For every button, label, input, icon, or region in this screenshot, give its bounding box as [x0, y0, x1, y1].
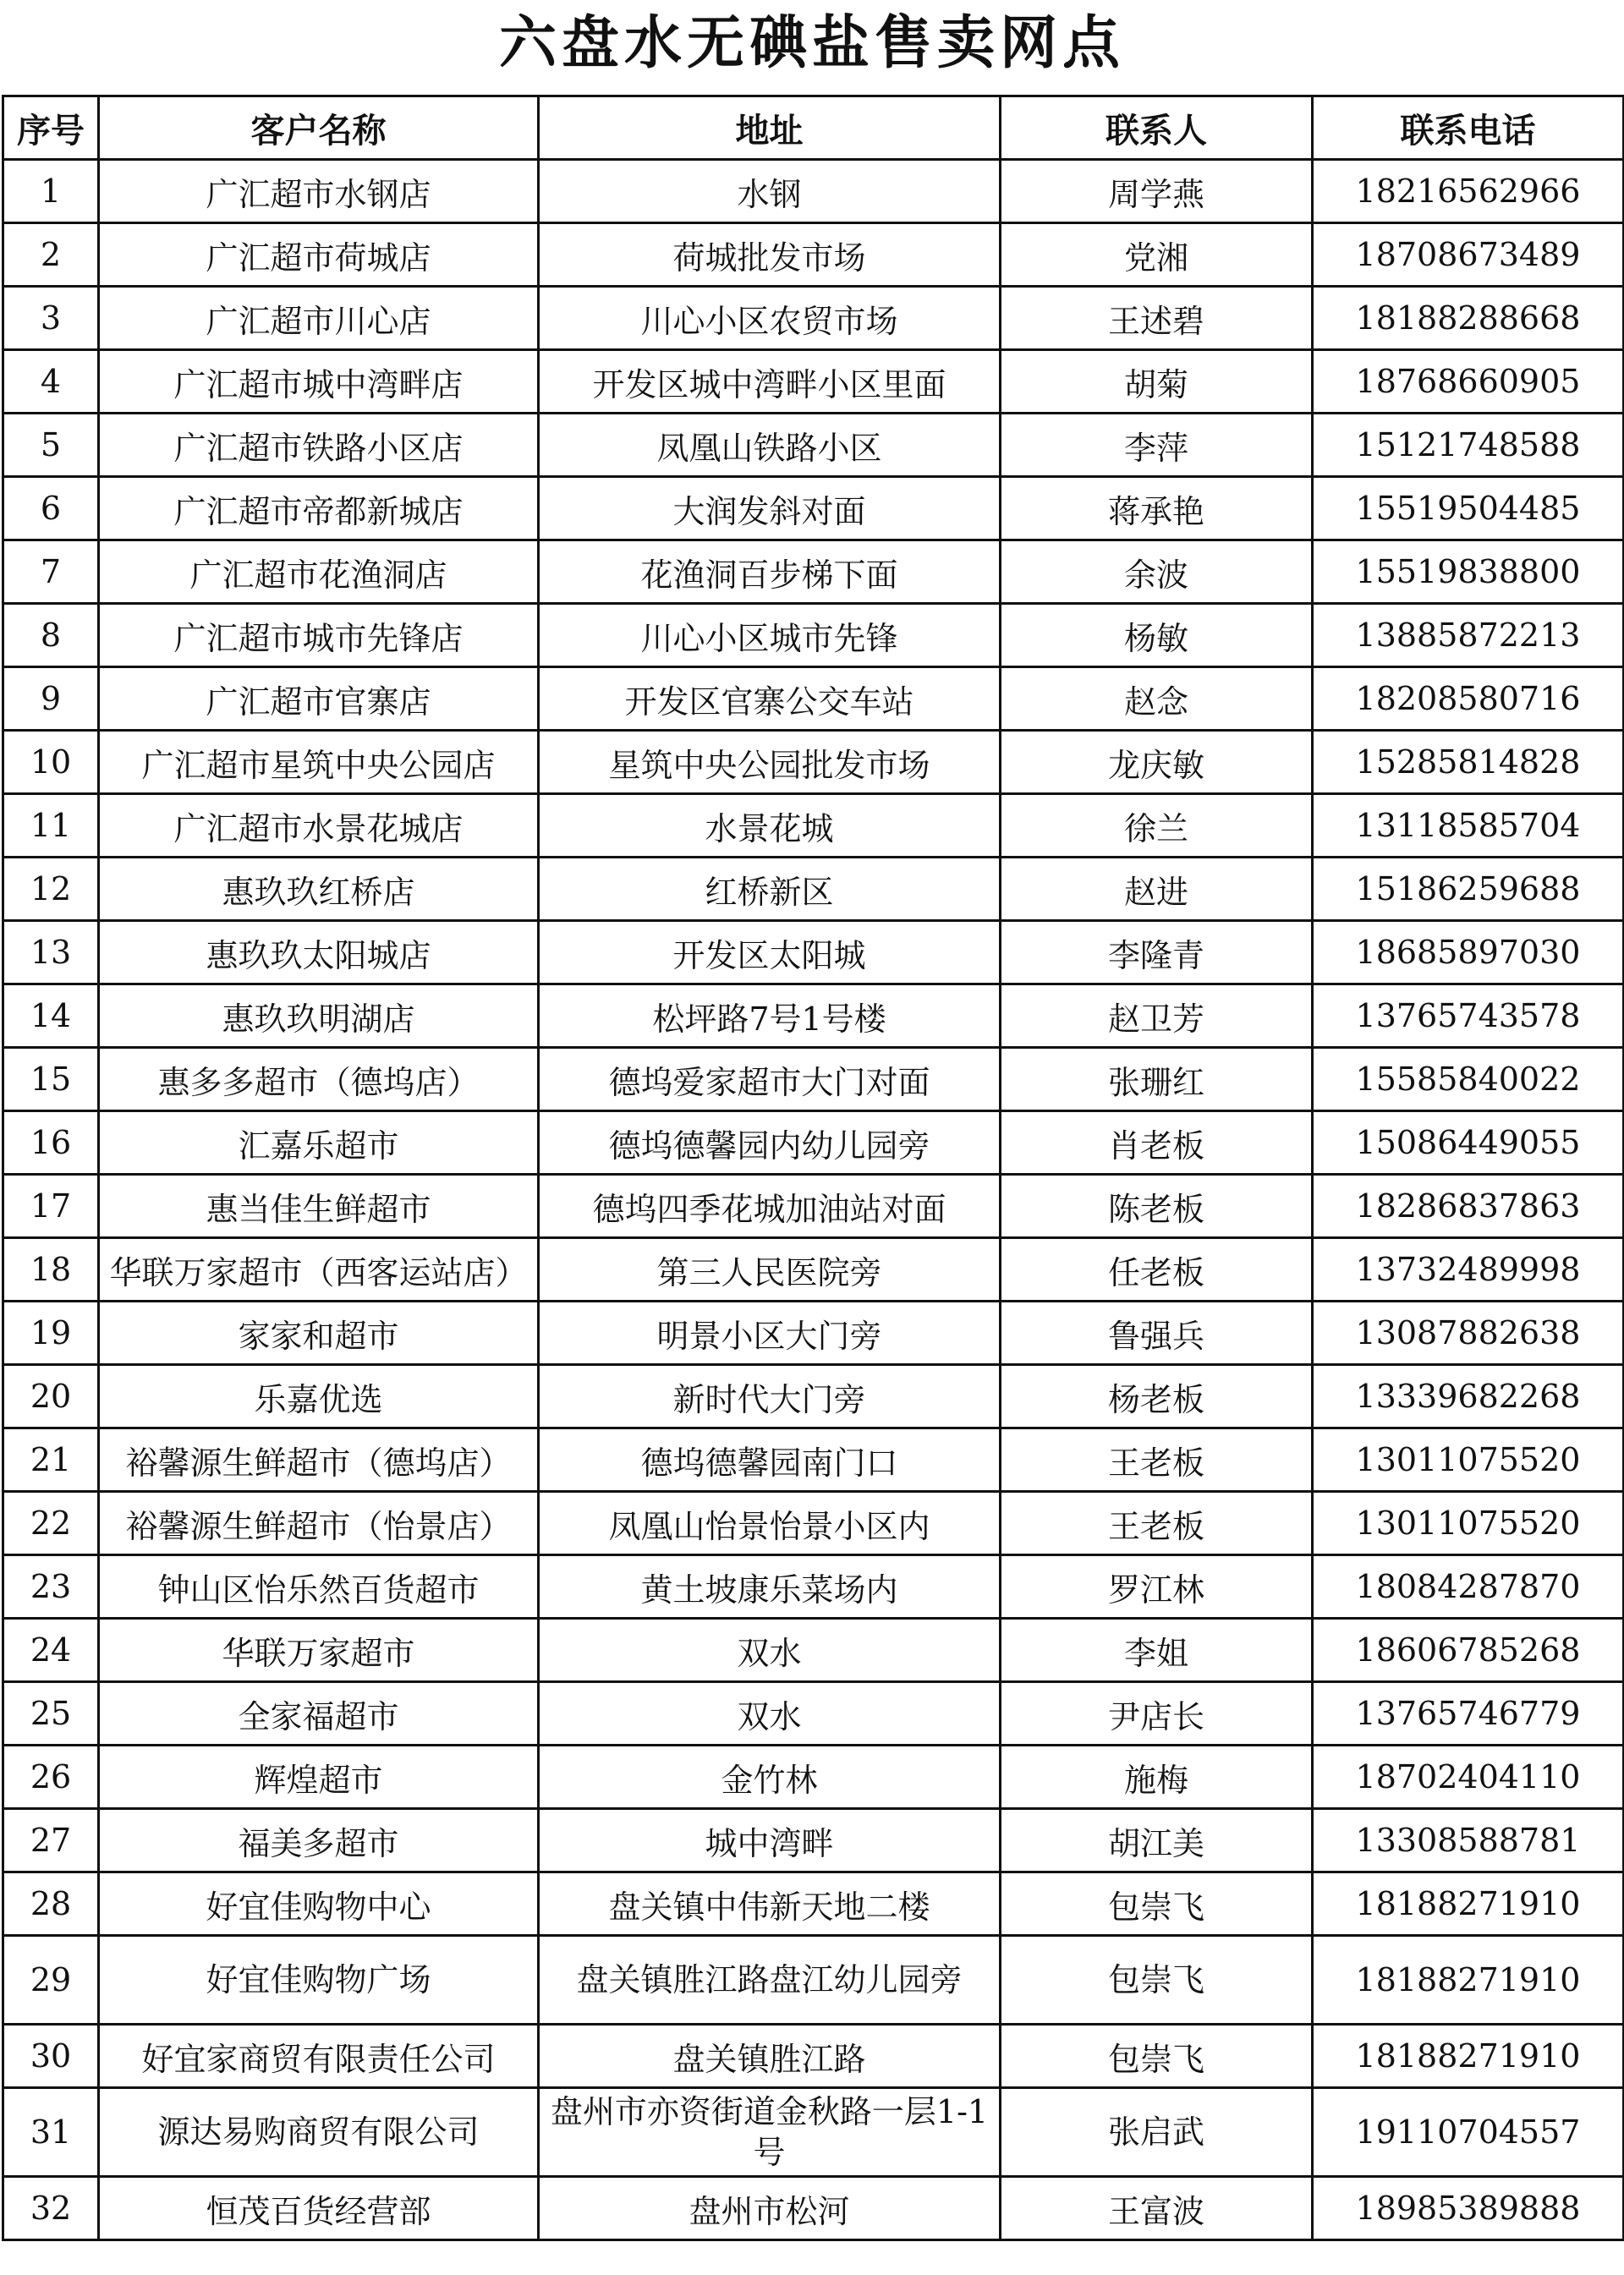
cell-contact-person: 蒋承艳: [1001, 477, 1313, 540]
outlet-table: [2, 95, 1624, 2241]
cell-customer-name: 广汇超市花渔洞店: [99, 540, 539, 604]
cell-contact-phone: 13885872213: [1313, 604, 1624, 667]
table-body: [3, 160, 1624, 2240]
cell-address: 双水: [539, 1682, 1001, 1746]
cell-customer-name: 恒茂百货经营部: [99, 2177, 539, 2240]
cell-contact-person: 杨老板: [1001, 1365, 1313, 1428]
table-row: [3, 1872, 1624, 1936]
cell-serial-number: 26: [3, 1746, 99, 1809]
cell-customer-name: 华联万家超市（西客运站店）: [99, 1238, 539, 1302]
cell-customer-name: 钟山区怡乐然百货超市: [99, 1555, 539, 1619]
table-header-row: [3, 96, 1624, 160]
cell-contact-person: 龙庆敏: [1001, 731, 1313, 794]
cell-serial-number: 14: [3, 984, 99, 1048]
table-row: [3, 160, 1624, 223]
table-row: [3, 1619, 1624, 1682]
cell-customer-name: 裕馨源生鲜超市（德坞店）: [99, 1428, 539, 1492]
table-row: [3, 223, 1624, 287]
table-row: [3, 287, 1624, 350]
cell-serial-number: 7: [3, 540, 99, 604]
cell-contact-person: 鲁强兵: [1001, 1302, 1313, 1365]
cell-contact-person: 徐兰: [1001, 794, 1313, 858]
table-row: [3, 1682, 1624, 1746]
cell-contact-phone: 15285814828: [1313, 731, 1624, 794]
cell-address: 开发区太阳城: [539, 921, 1001, 984]
table-row: [3, 1175, 1624, 1238]
header-contact-phone: 联系电话: [1313, 96, 1624, 160]
cell-serial-number: 16: [3, 1111, 99, 1175]
cell-address: 盘关镇胜江路盘江幼儿园旁: [539, 1936, 1001, 2025]
cell-address: 星筑中央公园批发市场: [539, 731, 1001, 794]
cell-contact-phone: 13011075520: [1313, 1492, 1624, 1555]
cell-customer-name: 广汇超市川心店: [99, 287, 539, 350]
cell-contact-person: 包崇飞: [1001, 1936, 1313, 2025]
cell-customer-name: 辉煌超市: [99, 1746, 539, 1809]
cell-contact-phone: 18702404110: [1313, 1746, 1624, 1809]
table-row: [3, 1048, 1624, 1111]
cell-contact-person: 罗江林: [1001, 1555, 1313, 1619]
cell-serial-number: 4: [3, 350, 99, 414]
cell-serial-number: 10: [3, 731, 99, 794]
cell-contact-phone: 18216562966: [1313, 160, 1624, 223]
cell-contact-phone: 15585840022: [1313, 1048, 1624, 1111]
cell-customer-name: 广汇超市帝都新城店: [99, 477, 539, 540]
cell-serial-number: 9: [3, 667, 99, 731]
cell-address: 凤凰山怡景怡景小区内: [539, 1492, 1001, 1555]
cell-address: 德坞爱家超市大门对面: [539, 1048, 1001, 1111]
cell-contact-person: 陈老板: [1001, 1175, 1313, 1238]
cell-serial-number: 12: [3, 858, 99, 921]
cell-address: 盘关镇胜江路: [539, 2025, 1001, 2088]
cell-address: 盘州市亦资街道金秋路一层1-1号: [539, 2088, 1001, 2177]
cell-contact-phone: 13011075520: [1313, 1428, 1624, 1492]
table-row: [3, 1111, 1624, 1175]
cell-address: 第三人民医院旁: [539, 1238, 1001, 1302]
table-row: [3, 2177, 1624, 2240]
cell-address: 大润发斜对面: [539, 477, 1001, 540]
cell-serial-number: 23: [3, 1555, 99, 1619]
cell-contact-person: 胡江美: [1001, 1809, 1313, 1872]
cell-serial-number: 20: [3, 1365, 99, 1428]
table-row: [3, 921, 1624, 984]
cell-contact-phone: 13308588781: [1313, 1809, 1624, 1872]
cell-address: 盘州市松河: [539, 2177, 1001, 2240]
cell-contact-person: 党湘: [1001, 223, 1313, 287]
cell-customer-name: 广汇超市星筑中央公园店: [99, 731, 539, 794]
cell-contact-person: 王富波: [1001, 2177, 1313, 2240]
cell-address: 金竹林: [539, 1746, 1001, 1809]
cell-contact-person: 肖老板: [1001, 1111, 1313, 1175]
cell-contact-phone: 13732489998: [1313, 1238, 1624, 1302]
cell-contact-phone: 15086449055: [1313, 1111, 1624, 1175]
cell-address: 红桥新区: [539, 858, 1001, 921]
cell-contact-phone: 15519838800: [1313, 540, 1624, 604]
table-row: [3, 984, 1624, 1048]
cell-contact-person: 张启武: [1001, 2088, 1313, 2177]
document-title: 六盘水无碘盐售卖网点: [498, 10, 1125, 77]
cell-customer-name: 福美多超市: [99, 1809, 539, 1872]
cell-contact-phone: 18685897030: [1313, 921, 1624, 984]
cell-customer-name: 好宜家商贸有限责任公司: [99, 2025, 539, 2088]
cell-contact-phone: 18985389888: [1313, 2177, 1624, 2240]
table-row: [3, 1936, 1624, 2025]
cell-serial-number: 19: [3, 1302, 99, 1365]
cell-address: 川心小区城市先锋: [539, 604, 1001, 667]
header-contact-person: 联系人: [1001, 96, 1313, 160]
cell-contact-person: 任老板: [1001, 1238, 1313, 1302]
cell-contact-phone: 18606785268: [1313, 1619, 1624, 1682]
cell-contact-person: 李隆青: [1001, 921, 1313, 984]
table-row: [3, 731, 1624, 794]
cell-customer-name: 华联万家超市: [99, 1619, 539, 1682]
cell-serial-number: 3: [3, 287, 99, 350]
cell-address: 花渔洞百步梯下面: [539, 540, 1001, 604]
cell-contact-person: 包崇飞: [1001, 2025, 1313, 2088]
cell-customer-name: 惠多多超市（德坞店）: [99, 1048, 539, 1111]
cell-serial-number: 18: [3, 1238, 99, 1302]
cell-address: 盘关镇中伟新天地二楼: [539, 1872, 1001, 1936]
table-row: [3, 414, 1624, 477]
cell-serial-number: 5: [3, 414, 99, 477]
cell-customer-name: 惠玖玖红桥店: [99, 858, 539, 921]
table-row: [3, 858, 1624, 921]
cell-contact-person: 赵进: [1001, 858, 1313, 921]
cell-contact-phone: 19110704557: [1313, 2088, 1624, 2177]
cell-contact-phone: 18768660905: [1313, 350, 1624, 414]
cell-address: 松坪路7号1号楼: [539, 984, 1001, 1048]
cell-customer-name: 广汇超市水钢店: [99, 160, 539, 223]
cell-contact-phone: 15519504485: [1313, 477, 1624, 540]
cell-customer-name: 源达易购商贸有限公司: [99, 2088, 539, 2177]
cell-serial-number: 15: [3, 1048, 99, 1111]
cell-contact-person: 李萍: [1001, 414, 1313, 477]
cell-address: 川心小区农贸市场: [539, 287, 1001, 350]
cell-contact-person: 周学燕: [1001, 160, 1313, 223]
cell-customer-name: 全家福超市: [99, 1682, 539, 1746]
cell-customer-name: 惠玖玖太阳城店: [99, 921, 539, 984]
cell-serial-number: 6: [3, 477, 99, 540]
table-row: [3, 1365, 1624, 1428]
cell-contact-person: 杨敏: [1001, 604, 1313, 667]
cell-contact-person: 李姐: [1001, 1619, 1313, 1682]
table-row: [3, 1492, 1624, 1555]
cell-contact-phone: 18188271910: [1313, 1936, 1624, 2025]
table-row: [3, 2025, 1624, 2088]
cell-contact-person: 包崇飞: [1001, 1872, 1313, 1936]
cell-contact-phone: 18286837863: [1313, 1175, 1624, 1238]
table-row: [3, 1428, 1624, 1492]
cell-serial-number: 31: [3, 2088, 99, 2177]
cell-contact-phone: 18084287870: [1313, 1555, 1624, 1619]
header-serial-number: 序号: [3, 96, 99, 160]
cell-serial-number: 8: [3, 604, 99, 667]
cell-contact-phone: 15121748588: [1313, 414, 1624, 477]
cell-serial-number: 29: [3, 1936, 99, 2025]
cell-contact-phone: 13765743578: [1313, 984, 1624, 1048]
cell-contact-person: 胡菊: [1001, 350, 1313, 414]
cell-serial-number: 24: [3, 1619, 99, 1682]
cell-serial-number: 13: [3, 921, 99, 984]
cell-customer-name: 广汇超市水景花城店: [99, 794, 539, 858]
cell-contact-phone: 18188271910: [1313, 1872, 1624, 1936]
cell-contact-phone: 13087882638: [1313, 1302, 1624, 1365]
cell-address: 德坞四季花城加油站对面: [539, 1175, 1001, 1238]
cell-customer-name: 惠玖玖明湖店: [99, 984, 539, 1048]
cell-contact-phone: 13118585704: [1313, 794, 1624, 858]
cell-address: 双水: [539, 1619, 1001, 1682]
cell-contact-phone: 18208580716: [1313, 667, 1624, 731]
cell-contact-person: 赵念: [1001, 667, 1313, 731]
cell-customer-name: 广汇超市城市先锋店: [99, 604, 539, 667]
cell-address: 黄土坡康乐菜场内: [539, 1555, 1001, 1619]
cell-serial-number: 2: [3, 223, 99, 287]
cell-address: 开发区城中湾畔小区里面: [539, 350, 1001, 414]
table-row: [3, 1809, 1624, 1872]
table-row: [3, 604, 1624, 667]
table-row: [3, 2088, 1624, 2177]
cell-customer-name: 家家和超市: [99, 1302, 539, 1365]
cell-customer-name: 广汇超市城中湾畔店: [99, 350, 539, 414]
cell-serial-number: 28: [3, 1872, 99, 1936]
cell-contact-person: 尹店长: [1001, 1682, 1313, 1746]
cell-contact-phone: 18188288668: [1313, 287, 1624, 350]
cell-customer-name: 好宜佳购物广场: [99, 1936, 539, 2025]
cell-address: 城中湾畔: [539, 1809, 1001, 1872]
cell-contact-phone: 18188271910: [1313, 2025, 1624, 2088]
cell-address: 水钢: [539, 160, 1001, 223]
table-row: [3, 477, 1624, 540]
cell-address: 明景小区大门旁: [539, 1302, 1001, 1365]
table-row: [3, 350, 1624, 414]
cell-contact-phone: 18708673489: [1313, 223, 1624, 287]
cell-contact-person: 王老板: [1001, 1492, 1313, 1555]
header-address: 地址: [539, 96, 1001, 160]
cell-address: 德坞德馨园南门口: [539, 1428, 1001, 1492]
cell-contact-person: 王老板: [1001, 1428, 1313, 1492]
cell-serial-number: 1: [3, 160, 99, 223]
cell-serial-number: 11: [3, 794, 99, 858]
cell-address: 凤凰山铁路小区: [539, 414, 1001, 477]
header-customer-name: 客户名称: [99, 96, 539, 160]
cell-customer-name: 惠当佳生鲜超市: [99, 1175, 539, 1238]
cell-customer-name: 广汇超市荷城店: [99, 223, 539, 287]
cell-serial-number: 21: [3, 1428, 99, 1492]
cell-customer-name: 汇嘉乐超市: [99, 1111, 539, 1175]
cell-address: 水景花城: [539, 794, 1001, 858]
cell-contact-person: 余波: [1001, 540, 1313, 604]
cell-serial-number: 25: [3, 1682, 99, 1746]
cell-customer-name: 好宜佳购物中心: [99, 1872, 539, 1936]
cell-address: 荷城批发市场: [539, 223, 1001, 287]
table-row: [3, 1746, 1624, 1809]
cell-customer-name: 乐嘉优选: [99, 1365, 539, 1428]
cell-contact-phone: 15186259688: [1313, 858, 1624, 921]
cell-serial-number: 22: [3, 1492, 99, 1555]
table-row: [3, 540, 1624, 604]
table-row: [3, 1302, 1624, 1365]
cell-contact-person: 张珊红: [1001, 1048, 1313, 1111]
table-row: [3, 1555, 1624, 1619]
cell-address: 德坞德馨园内幼儿园旁: [539, 1111, 1001, 1175]
cell-address: 新时代大门旁: [539, 1365, 1001, 1428]
cell-contact-person: 赵卫芳: [1001, 984, 1313, 1048]
cell-contact-phone: 13765746779: [1313, 1682, 1624, 1746]
cell-contact-phone: 13339682268: [1313, 1365, 1624, 1428]
cell-contact-person: 施梅: [1001, 1746, 1313, 1809]
cell-customer-name: 广汇超市铁路小区店: [99, 414, 539, 477]
table-row: [3, 794, 1624, 858]
cell-serial-number: 27: [3, 1809, 99, 1872]
cell-address: 开发区官寨公交车站: [539, 667, 1001, 731]
cell-contact-person: 王述碧: [1001, 287, 1313, 350]
cell-serial-number: 30: [3, 2025, 99, 2088]
table-row: [3, 1238, 1624, 1302]
table-row: [3, 667, 1624, 731]
cell-serial-number: 17: [3, 1175, 99, 1238]
cell-customer-name: 广汇超市官寨店: [99, 667, 539, 731]
cell-customer-name: 裕馨源生鲜超市（怡景店）: [99, 1492, 539, 1555]
cell-serial-number: 32: [3, 2177, 99, 2240]
